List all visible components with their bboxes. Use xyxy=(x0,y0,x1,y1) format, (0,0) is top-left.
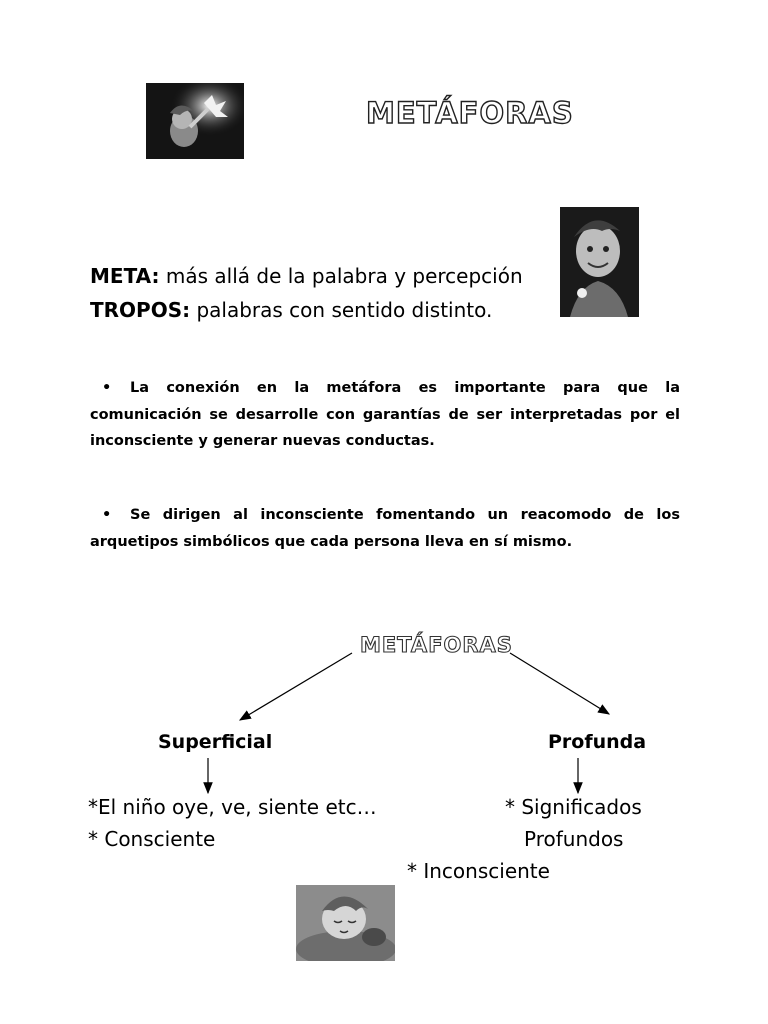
bullet-icon: • xyxy=(102,507,112,523)
bullet-text: La conexión en la metáfora es importante para que la comunicación se desarrolle con garantías de ser interpretadas por el inconsciente y generar nuevas conductas. xyxy=(90,380,680,449)
right-item: Profundos xyxy=(524,827,624,851)
bullet-icon: • xyxy=(102,380,112,396)
left-item: * Consciente xyxy=(88,827,216,851)
definition-text: más allá de la palabra y percepción xyxy=(159,264,523,288)
arrow-left xyxy=(240,653,352,720)
definition-text: palabras con sentido distinto. xyxy=(190,298,493,322)
branch-profunda: Profunda xyxy=(548,731,647,753)
sleeping-child-image xyxy=(296,885,395,961)
bullet-text: Se dirigen al inconsciente fomentando un reacomodo de los arquetipos simbólicos que cada persona lleva en sí mismo. xyxy=(90,507,680,550)
page-title: METÁFORAS xyxy=(366,96,574,130)
definition-term: TROPOS: xyxy=(90,298,191,322)
arrow-right xyxy=(510,653,609,714)
diagram-root: METÁFORAS xyxy=(360,633,513,657)
right-item: * Inconsciente xyxy=(407,859,550,883)
definition-term: META: xyxy=(90,264,160,288)
branch-superficial: Superficial xyxy=(158,731,273,753)
right-item: * Significados xyxy=(505,795,642,819)
left-item: *El niño oye, ve, siente etc… xyxy=(88,795,377,819)
